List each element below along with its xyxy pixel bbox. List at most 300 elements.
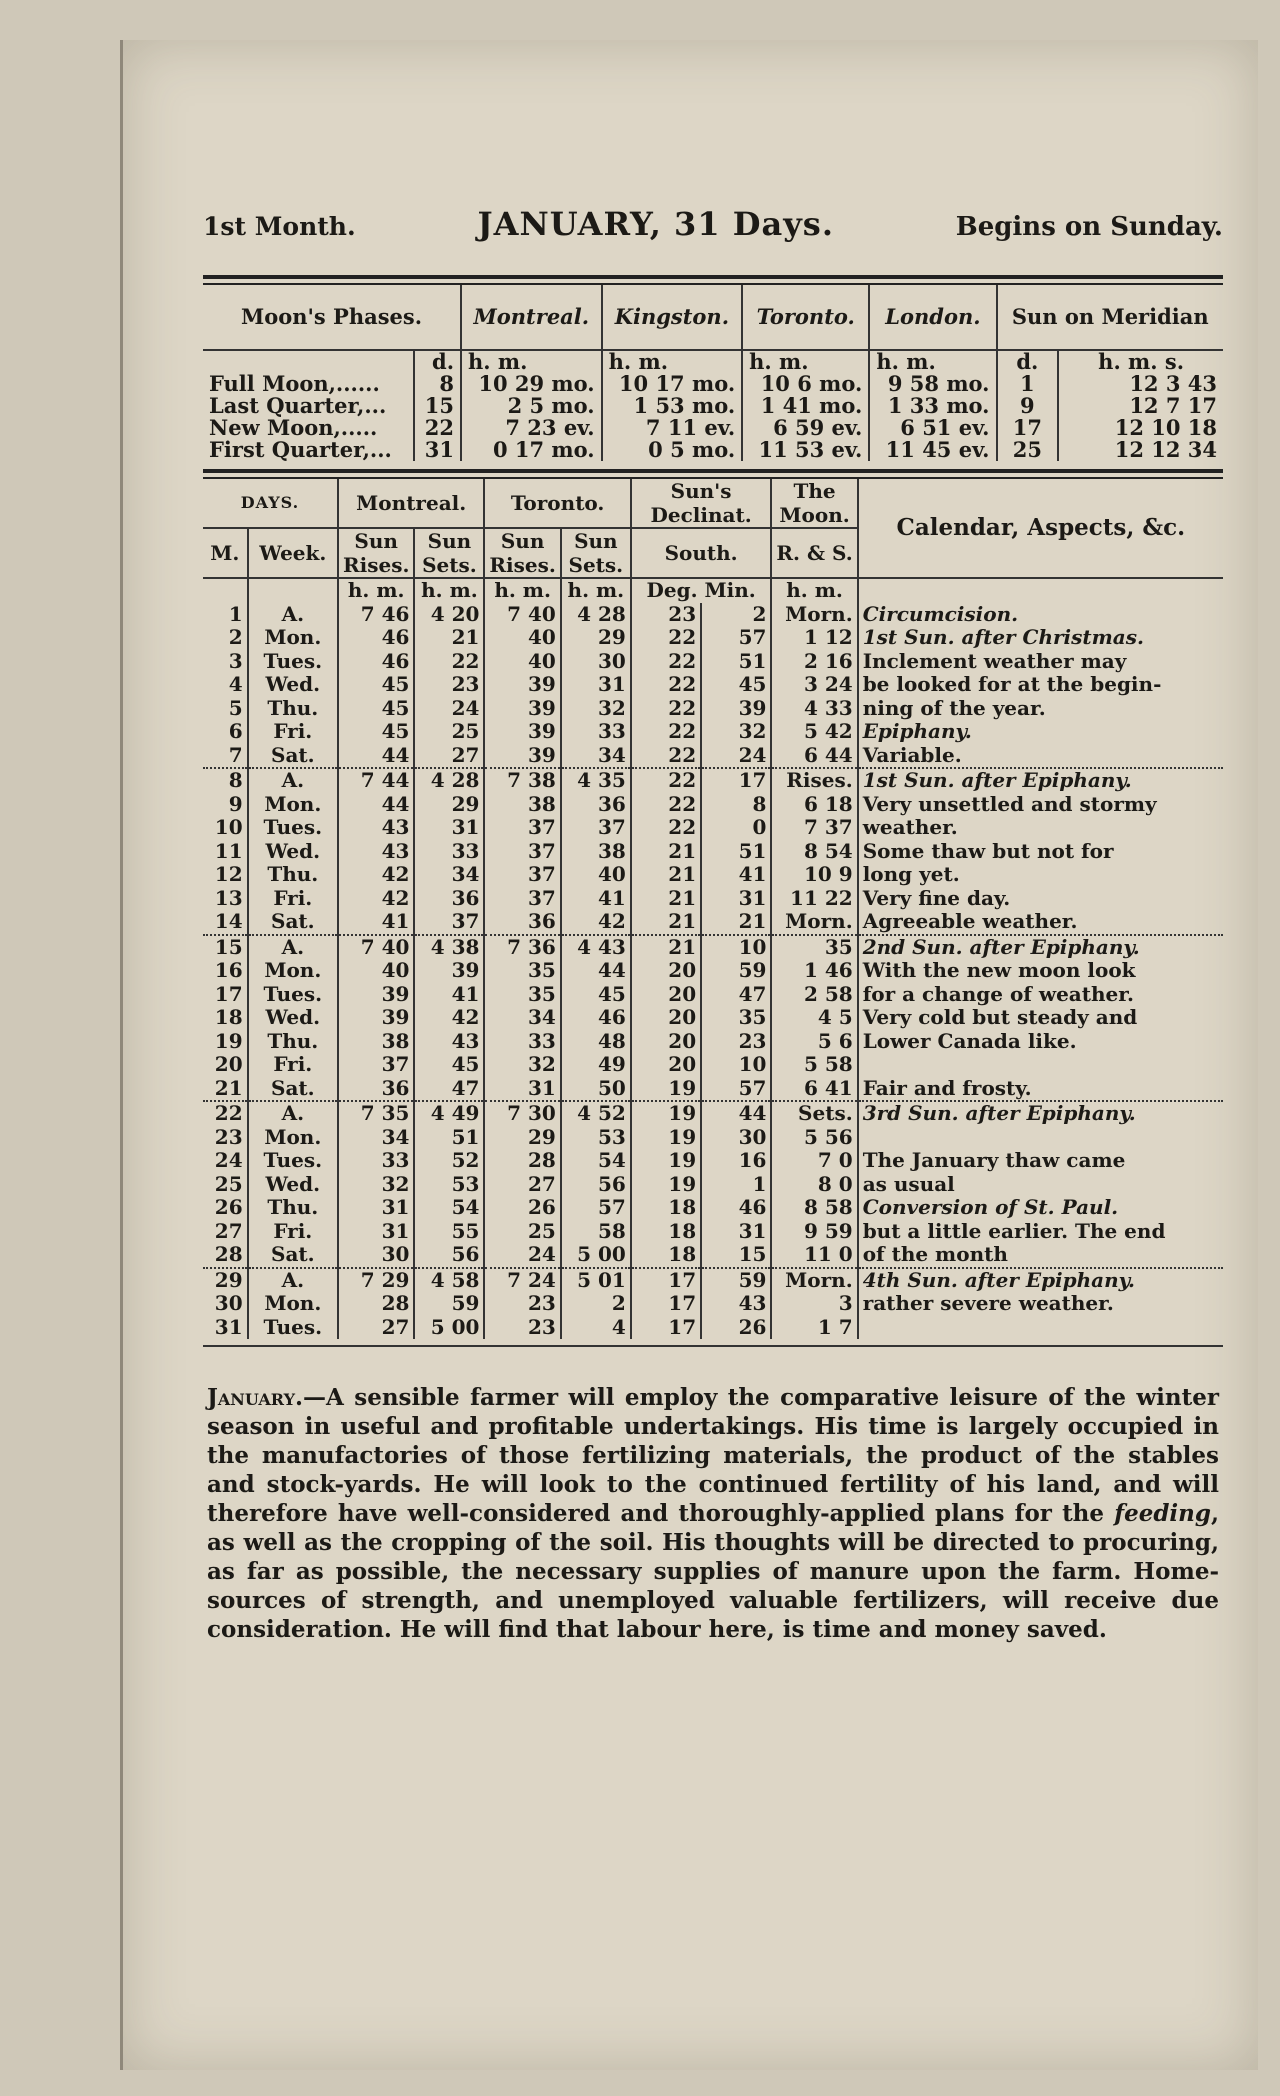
- weekday: Wed.: [248, 1006, 338, 1030]
- decl-degrees: 21: [631, 910, 701, 935]
- montreal-sunset: 5 00: [414, 1316, 484, 1340]
- weekday: Tues.: [248, 983, 338, 1007]
- moon-rise-set: 4 33: [771, 697, 857, 721]
- weekday: Mon.: [248, 959, 338, 983]
- day-row: [203, 816, 1223, 840]
- toronto-sunrise: 23: [484, 1292, 560, 1316]
- day-row: [203, 1030, 1223, 1054]
- aspect-note: Very fine day.: [862, 885, 1011, 910]
- phases-body: [203, 350, 1223, 461]
- aspect-note: Agreeable weather.: [862, 909, 1078, 933]
- montreal-sunrise: 45: [338, 673, 414, 697]
- toronto-sunrise: 7 40: [484, 603, 560, 627]
- montreal-sunset: 29: [414, 793, 484, 817]
- aspect-note: The January thaw came: [862, 1148, 1126, 1172]
- day-number: 8: [203, 768, 248, 793]
- toronto-sunrise: 24: [484, 1243, 560, 1268]
- montreal-sunset: 45: [414, 1053, 484, 1077]
- toronto-sunrise: 37: [484, 840, 560, 864]
- montreal-time: 0 17 mo.: [461, 439, 602, 461]
- decl-minutes: 51: [701, 840, 771, 864]
- montreal-sunrise: 45: [338, 720, 414, 744]
- aspect-note: Fair and frosty.: [862, 1075, 1032, 1100]
- aspect-note: long yet.: [862, 862, 960, 886]
- aspect-note: be looked for at the begin-: [862, 672, 1162, 696]
- day-row: [203, 1196, 1223, 1220]
- day-row: [203, 1173, 1223, 1197]
- toronto-time: 1 41 mo.: [742, 395, 869, 417]
- double-rule: [203, 469, 1223, 479]
- weekday: Tues.: [248, 816, 338, 840]
- moon-rise-set: 2 58: [771, 983, 857, 1007]
- toronto-time: 11 53 ev.: [742, 439, 869, 461]
- aspect-note: Very cold but steady and: [862, 1005, 1138, 1029]
- day-row: [203, 673, 1223, 697]
- weekday: Tues.: [248, 1149, 338, 1173]
- calendar-body: [203, 578, 1223, 1339]
- decl-minutes: 46: [701, 1196, 771, 1220]
- toronto-sunrise: 26: [484, 1196, 560, 1220]
- aspect-note: but a little earlier. The end: [862, 1218, 1166, 1243]
- montreal-sunset: 55: [414, 1220, 484, 1244]
- toronto-sunrise: 35: [484, 959, 560, 983]
- toronto-sunset: 46: [561, 1006, 631, 1030]
- montreal-sunset: 4 28: [414, 768, 484, 793]
- day-number: 10: [203, 816, 248, 840]
- decl-minutes: 26: [701, 1316, 771, 1340]
- paragraph-text: —A sensible farmer will employ the comparative leisure of the winter season in useful and profitable undertakings. His time is largely occupied in the manufactories of those fertilizing materials, the product of the stables and stock-yards. He will look to the continued fertility of his land, and will therefore have well-considered and thoroughly-applied plans for the: [207, 1384, 1219, 1527]
- moon-rise-set: Sets.: [771, 1101, 857, 1126]
- unit: d.: [414, 350, 461, 373]
- weekday: Sat.: [248, 910, 338, 935]
- toronto-sunrise: 39: [484, 720, 560, 744]
- moon-rise-set: Morn.: [771, 910, 857, 935]
- montreal-sunrise: 42: [338, 887, 414, 911]
- day-row: [203, 1053, 1223, 1077]
- toronto-sunrise: 32: [484, 1053, 560, 1077]
- toronto-sunset: 31: [561, 673, 631, 697]
- day-row: [203, 983, 1223, 1007]
- weekday: A.: [248, 1101, 338, 1126]
- begins-on: Begins on Sunday.: [955, 212, 1223, 242]
- decl-degrees: 23: [631, 603, 701, 627]
- montreal-sunrise: 46: [338, 626, 414, 650]
- day-row: [203, 863, 1223, 887]
- weekday: Thu.: [248, 1196, 338, 1220]
- toronto-time: 6 59 ev.: [742, 417, 869, 439]
- sun-day: 9: [997, 395, 1059, 417]
- moon-rise-set: Morn.: [771, 603, 857, 627]
- day-number: 22: [203, 1101, 248, 1126]
- kingston-time: 1 53 mo.: [602, 395, 743, 417]
- weekday: Tues.: [248, 650, 338, 674]
- toronto-sunset: 4: [561, 1316, 631, 1340]
- decl-degrees: 21: [631, 935, 701, 960]
- moon-rise-set: Morn.: [771, 1268, 857, 1293]
- decl-degrees: 20: [631, 959, 701, 983]
- day-row: [203, 697, 1223, 721]
- unit: h. m.: [742, 350, 869, 373]
- montreal-sunset: 24: [414, 697, 484, 721]
- table-bottom-rule: [203, 1345, 1223, 1347]
- sun-time: 12 10 18: [1114, 415, 1217, 440]
- moon-rise-set: 1 7: [771, 1316, 857, 1340]
- toronto-sunrise: 7 38: [484, 768, 560, 793]
- decl-minutes: 31: [701, 1220, 771, 1244]
- weekday: Thu.: [248, 1030, 338, 1054]
- toronto-sunset: 38: [561, 840, 631, 864]
- moon-rise-set: 1 12: [771, 626, 857, 650]
- toronto-sunset: 4 52: [561, 1101, 631, 1126]
- decl-degrees: 22: [631, 744, 701, 769]
- sun-time: 12 3 43: [1129, 371, 1217, 396]
- montreal-sunset: 23: [414, 673, 484, 697]
- moon-rise-set: 11 0: [771, 1243, 857, 1268]
- toronto-sunrise: 7 24: [484, 1268, 560, 1293]
- weekday: Fri.: [248, 1053, 338, 1077]
- montreal-sunrise: 44: [338, 744, 414, 769]
- aspect-note: 4th Sun. after Epiphany.: [858, 1268, 1223, 1293]
- kingston-time: 0 5 mo.: [602, 439, 743, 461]
- weekday: A.: [248, 768, 338, 793]
- day-number: 25: [203, 1173, 248, 1197]
- decl-minutes: 57: [701, 1077, 771, 1102]
- weekday: Fri.: [248, 720, 338, 744]
- unit: h. m.: [869, 350, 996, 373]
- toronto-sunset: 50: [561, 1077, 631, 1102]
- day-number: 26: [203, 1196, 248, 1220]
- unit: h. m. s.: [1098, 349, 1185, 374]
- toronto-sunrise: 33: [484, 1030, 560, 1054]
- montreal-sunrise: 39: [338, 983, 414, 1007]
- toronto-sunset: 54: [561, 1149, 631, 1173]
- toronto-sunrise: 25: [484, 1220, 560, 1244]
- decl-degrees: 22: [631, 816, 701, 840]
- day-row: [203, 720, 1223, 744]
- phase-day: 22: [414, 417, 461, 439]
- day-number: 11: [203, 840, 248, 864]
- decl-degrees: 22: [631, 697, 701, 721]
- day-number: 17: [203, 983, 248, 1007]
- col-sunsets: Sun Sets.: [561, 528, 631, 578]
- moon-rise-set: 7 0: [771, 1149, 857, 1173]
- decl-minutes: 8: [701, 793, 771, 817]
- moon-rise-set: 8 58: [771, 1196, 857, 1220]
- montreal-sunrise: 27: [338, 1316, 414, 1340]
- aspect-note: Variable.: [862, 742, 962, 767]
- toronto-sunset: 49: [561, 1053, 631, 1077]
- weekday: Wed.: [248, 1173, 338, 1197]
- decl-degrees: 18: [631, 1196, 701, 1220]
- toronto-sunset: 56: [561, 1173, 631, 1197]
- decl-minutes: 21: [701, 910, 771, 935]
- phase-row: [203, 373, 1223, 395]
- aspect-note: 1st Sun. after Christmas.: [862, 625, 1144, 649]
- decl-minutes: 59: [701, 959, 771, 983]
- unit: h. m.: [771, 578, 857, 603]
- toronto-sunrise: 38: [484, 793, 560, 817]
- day-row: [203, 1220, 1223, 1244]
- decl-minutes: 47: [701, 983, 771, 1007]
- toronto-sunset: 4 28: [561, 603, 631, 627]
- day-number: 15: [203, 935, 248, 960]
- decl-degrees: 19: [631, 1077, 701, 1102]
- decl-minutes: 30: [701, 1126, 771, 1150]
- montreal-sunset: 21: [414, 626, 484, 650]
- weekday: Wed.: [248, 840, 338, 864]
- day-row: [203, 1077, 1223, 1102]
- aspect-note: With the new moon look: [862, 958, 1136, 982]
- decl-minutes: 39: [701, 697, 771, 721]
- montreal-sunrise: 32: [338, 1173, 414, 1197]
- decl-minutes: 16: [701, 1149, 771, 1173]
- day-number: 3: [203, 650, 248, 674]
- toronto-sunrise: 23: [484, 1316, 560, 1340]
- montreal-time: 10 29 mo.: [461, 373, 602, 395]
- montreal-sunset: 42: [414, 1006, 484, 1030]
- decl-degrees: 18: [631, 1220, 701, 1244]
- col-montreal: Montreal.: [338, 479, 484, 528]
- unit: Deg. Min.: [631, 578, 772, 603]
- montreal-sunrise: 7 44: [338, 768, 414, 793]
- day-number: 30: [203, 1292, 248, 1316]
- moon-rise-set: 7 37: [771, 816, 857, 840]
- unit: h. m.: [561, 578, 631, 603]
- montreal-sunset: 43: [414, 1030, 484, 1054]
- decl-minutes: 2: [701, 603, 771, 627]
- day-number: 27: [203, 1220, 248, 1244]
- montreal-sunset: 41: [414, 983, 484, 1007]
- day-row: [203, 1243, 1223, 1268]
- col-london: London.: [869, 285, 996, 350]
- moon-rise-set: 9 59: [771, 1220, 857, 1244]
- decl-minutes: 31: [701, 887, 771, 911]
- day-number: 5: [203, 697, 248, 721]
- moon-rise-set: 5 6: [771, 1030, 857, 1054]
- montreal-sunrise: 31: [338, 1196, 414, 1220]
- units-row: [203, 350, 1223, 373]
- montreal-sunrise: 40: [338, 959, 414, 983]
- montreal-sunset: 36: [414, 887, 484, 911]
- decl-degrees: 17: [631, 1292, 701, 1316]
- weekday: Thu.: [248, 863, 338, 887]
- unit: h. m.: [461, 350, 602, 373]
- unit: d.: [997, 350, 1059, 373]
- toronto-sunset: 2: [561, 1292, 631, 1316]
- aspect-note: rather severe weather.: [862, 1291, 1114, 1315]
- page-title: JANUARY, 31 Days.: [477, 205, 834, 243]
- weekday: A.: [248, 1268, 338, 1293]
- aspect-note: Some thaw but not for: [862, 838, 1114, 863]
- london-time: 1 33 mo.: [869, 395, 996, 417]
- montreal-sunrise: 36: [338, 1077, 414, 1102]
- toronto-sunset: 5 01: [561, 1268, 631, 1293]
- col-toronto: Toronto.: [484, 479, 630, 528]
- aspect-note: Epiphany.: [862, 719, 972, 743]
- toronto-sunrise: 36: [484, 910, 560, 935]
- weekday: Sat.: [248, 1077, 338, 1102]
- toronto-sunrise: 40: [484, 650, 560, 674]
- toronto-sunset: 30: [561, 650, 631, 674]
- moon-rise-set: 6 41: [771, 1077, 857, 1102]
- montreal-sunrise: 42: [338, 863, 414, 887]
- day-row: [203, 768, 1223, 793]
- sun-day: 25: [997, 439, 1059, 461]
- toronto-sunset: 44: [561, 959, 631, 983]
- toronto-sunrise: 29: [484, 1126, 560, 1150]
- toronto-sunset: 36: [561, 793, 631, 817]
- toronto-sunset: 41: [561, 887, 631, 911]
- decl-degrees: 21: [631, 887, 701, 911]
- phase-row: [203, 417, 1223, 439]
- day-number: 24: [203, 1149, 248, 1173]
- montreal-sunrise: 30: [338, 1243, 414, 1268]
- sun-day: 17: [997, 417, 1059, 439]
- aspect-note: Very unsettled and stormy: [862, 791, 1157, 816]
- montreal-sunset: 33: [414, 840, 484, 864]
- col-week: Week.: [248, 528, 338, 578]
- toronto-time: 10 6 mo.: [742, 373, 869, 395]
- col-sun-meridian: Sun on Meridian: [997, 285, 1224, 350]
- montreal-sunset: 4 58: [414, 1268, 484, 1293]
- day-number: 14: [203, 910, 248, 935]
- day-number: 21: [203, 1077, 248, 1102]
- paragraph-emphasis: feeding: [1114, 1500, 1211, 1527]
- day-row: [203, 935, 1223, 960]
- decl-degrees: 22: [631, 650, 701, 674]
- aspect-note: [858, 1126, 1223, 1150]
- weekday: Mon.: [248, 626, 338, 650]
- col-south: South.: [631, 528, 772, 578]
- aspect-note: weather.: [862, 815, 958, 839]
- phase-row: [203, 395, 1223, 417]
- moon-rise-set: 1 46: [771, 959, 857, 983]
- decl-degrees: 20: [631, 1053, 701, 1077]
- toronto-sunset: 57: [561, 1196, 631, 1220]
- montreal-sunrise: 34: [338, 1126, 414, 1150]
- decl-degrees: 21: [631, 840, 701, 864]
- moon-rise-set: 3: [771, 1292, 857, 1316]
- decl-degrees: 22: [631, 793, 701, 817]
- weekday: Mon.: [248, 793, 338, 817]
- toronto-sunset: 40: [561, 863, 631, 887]
- day-number: 2: [203, 626, 248, 650]
- montreal-sunrise: 45: [338, 697, 414, 721]
- col-moon: The Moon.: [771, 479, 857, 528]
- decl-minutes: 57: [701, 626, 771, 650]
- moon-rise-set: 8 0: [771, 1173, 857, 1197]
- aspect-note: ning of the year.: [862, 695, 1046, 720]
- decl-degrees: 17: [631, 1268, 701, 1293]
- weekday: Fri.: [248, 887, 338, 911]
- moon-rise-set: 3 24: [771, 673, 857, 697]
- col-sunrises: Sun Rises.: [484, 528, 560, 578]
- moon-rise-set: 5 42: [771, 720, 857, 744]
- montreal-sunrise: 43: [338, 816, 414, 840]
- toronto-sunset: 42: [561, 910, 631, 935]
- montreal-sunset: 22: [414, 650, 484, 674]
- day-number: 16: [203, 959, 248, 983]
- kingston-time: 10 17 mo.: [602, 373, 743, 395]
- montreal-sunset: 53: [414, 1173, 484, 1197]
- decl-degrees: 18: [631, 1243, 701, 1268]
- weekday: Tues.: [248, 1316, 338, 1340]
- moon-rise-set: 8 54: [771, 840, 857, 864]
- phase-row: [203, 439, 1223, 461]
- moon-rise-set: 5 56: [771, 1126, 857, 1150]
- aspect-note: Circumcision.: [862, 601, 1019, 626]
- decl-minutes: 17: [701, 768, 771, 793]
- montreal-sunset: 4 49: [414, 1101, 484, 1126]
- day-number: 13: [203, 887, 248, 911]
- day-number: 12: [203, 863, 248, 887]
- decl-degrees: 22: [631, 720, 701, 744]
- moon-rise-set: 6 18: [771, 793, 857, 817]
- day-row: [203, 1268, 1223, 1293]
- weekday: Thu.: [248, 697, 338, 721]
- montreal-time: 2 5 mo.: [461, 395, 602, 417]
- unit: h. m.: [602, 350, 743, 373]
- decl-degrees: 19: [631, 1101, 701, 1126]
- decl-degrees: 22: [631, 626, 701, 650]
- day-number: 28: [203, 1243, 248, 1268]
- day-row: [203, 1316, 1223, 1340]
- unit: h. m.: [484, 578, 560, 603]
- phase-day: 8: [414, 373, 461, 395]
- london-time: 6 51 ev.: [869, 417, 996, 439]
- weekday: Sat.: [248, 744, 338, 769]
- month-number: 1st Month.: [203, 212, 356, 241]
- unit: h. m.: [338, 578, 414, 603]
- col-sunsets: Sun Sets.: [414, 528, 484, 578]
- col-declination: Sun's Declinat.: [631, 479, 772, 528]
- montreal-sunrise: 7 29: [338, 1268, 414, 1293]
- montreal-sunset: 25: [414, 720, 484, 744]
- day-number: 4: [203, 673, 248, 697]
- weekday: Wed.: [248, 673, 338, 697]
- calendar-table: [203, 479, 1223, 1339]
- toronto-sunset: 37: [561, 816, 631, 840]
- col-sunrises: Sun Rises.: [338, 528, 414, 578]
- day-number: 29: [203, 1268, 248, 1293]
- day-row: [203, 910, 1223, 935]
- day-number: 19: [203, 1030, 248, 1054]
- day-number: 6: [203, 720, 248, 744]
- moon-rise-set: 10 9: [771, 863, 857, 887]
- phase-day: 15: [414, 395, 461, 417]
- paragraph-text-2: , as well as the cropping of the soil. His thoughts will be directed to procuring, as far as possible, the necessary supplies of manure upon the farm. Home-sources of strength, and unemployed valuable fertilizers, will receive due consideration. He will find that labour here, is time and money saved.: [207, 1500, 1219, 1643]
- col-montreal: Montreal.: [461, 285, 602, 350]
- montreal-sunrise: 7 40: [338, 935, 414, 960]
- almanac-page: [120, 40, 1258, 2070]
- phase-day: 31: [414, 439, 461, 461]
- montreal-sunset: 51: [414, 1126, 484, 1150]
- unit: h. m.: [414, 578, 484, 603]
- decl-minutes: 10: [701, 935, 771, 960]
- day-row: [203, 1006, 1223, 1030]
- decl-minutes: 10: [701, 1053, 771, 1077]
- decl-minutes: 1: [701, 1173, 771, 1197]
- sun-time: 12 7 17: [1129, 393, 1217, 418]
- aspect-note: 1st Sun. after Epiphany.: [858, 768, 1223, 793]
- montreal-sunrise: 37: [338, 1053, 414, 1077]
- toronto-sunset: 29: [561, 626, 631, 650]
- day-number: 1: [203, 603, 248, 627]
- london-time: 11 45 ev.: [869, 439, 996, 461]
- decl-minutes: 0: [701, 816, 771, 840]
- montreal-sunset: 52: [414, 1149, 484, 1173]
- decl-degrees: 19: [631, 1126, 701, 1150]
